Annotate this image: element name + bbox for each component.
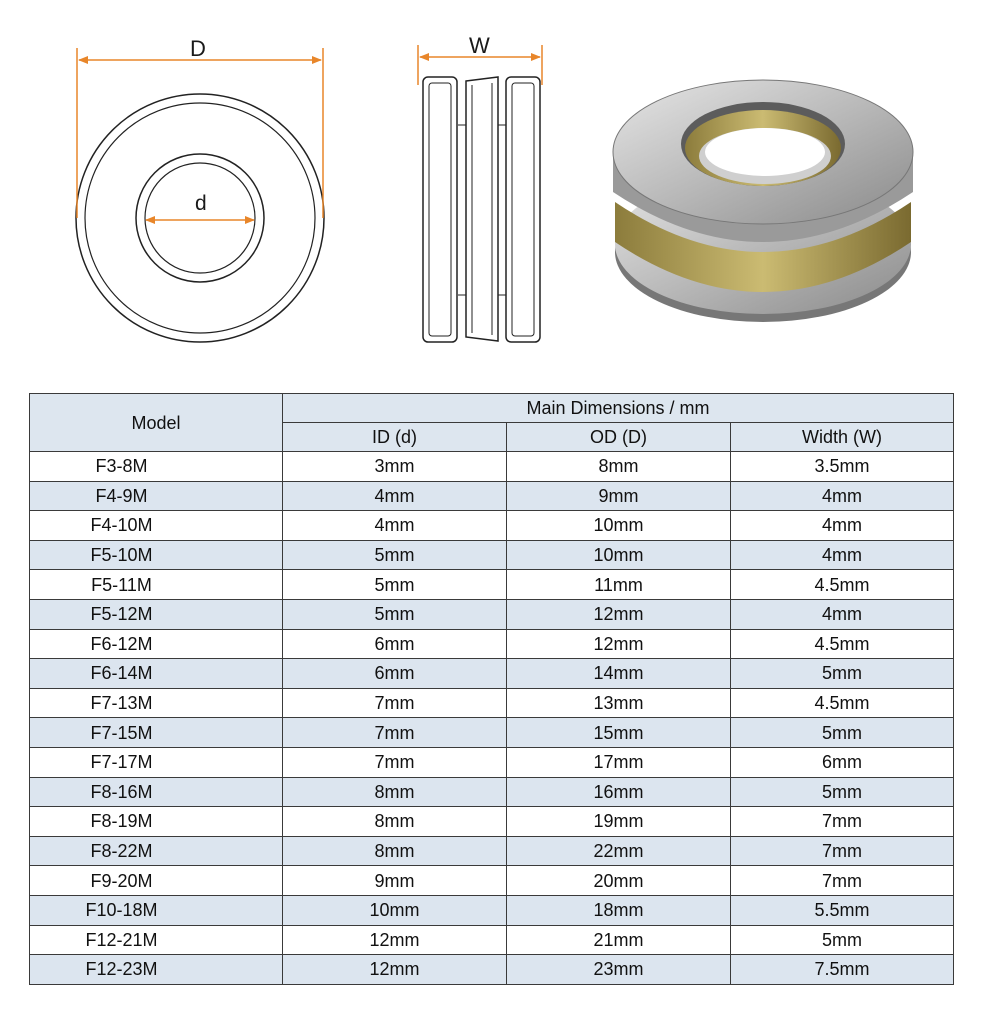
table-row bbox=[30, 540, 954, 570]
width-cell: 5mm bbox=[731, 925, 954, 955]
id-cell: 5mm bbox=[283, 570, 507, 600]
od-cell: 20mm bbox=[507, 866, 731, 896]
model-cell bbox=[30, 688, 283, 718]
model-cell bbox=[30, 540, 283, 570]
model-cell bbox=[30, 955, 283, 985]
model-cell bbox=[30, 895, 283, 925]
bearing-diagram bbox=[0, 0, 982, 380]
table-row bbox=[30, 777, 954, 807]
table-row bbox=[30, 629, 954, 659]
model-label: F4-9M bbox=[95, 485, 148, 506]
width-cell: 4mm bbox=[731, 540, 954, 570]
table-row bbox=[30, 570, 954, 600]
model-cell bbox=[30, 866, 283, 896]
od-cell: 8mm bbox=[507, 452, 731, 482]
model-cell bbox=[30, 836, 283, 866]
table-row bbox=[30, 599, 954, 629]
model-cell bbox=[30, 777, 283, 807]
width-cell: 7.5mm bbox=[731, 955, 954, 985]
outer-diameter-label: D bbox=[190, 36, 206, 61]
id-cell: 12mm bbox=[283, 955, 507, 985]
model-cell bbox=[30, 718, 283, 748]
model-cell bbox=[30, 629, 283, 659]
model-label: F3-8M bbox=[95, 456, 148, 477]
width-cell: 4.5mm bbox=[731, 629, 954, 659]
model-cell bbox=[30, 452, 283, 482]
model-label: F7-15M bbox=[90, 722, 153, 743]
id-cell: 9mm bbox=[283, 866, 507, 896]
width-cell: 5mm bbox=[731, 659, 954, 689]
model-cell bbox=[30, 925, 283, 955]
model-label: F12-21M bbox=[85, 929, 158, 950]
model-label: F12-23M bbox=[85, 959, 158, 980]
dimensions-table bbox=[29, 393, 954, 985]
model-label: F6-12M bbox=[90, 633, 153, 654]
model-label: F4-10M bbox=[90, 515, 153, 536]
od-cell: 21mm bbox=[507, 925, 731, 955]
table-row bbox=[30, 747, 954, 777]
od-cell: 9mm bbox=[507, 481, 731, 511]
model-cell bbox=[30, 659, 283, 689]
width-cell: 3.5mm bbox=[731, 452, 954, 482]
id-cell: 5mm bbox=[283, 540, 507, 570]
id-cell: 4mm bbox=[283, 511, 507, 541]
width-cell: 7mm bbox=[731, 807, 954, 837]
table-row bbox=[30, 955, 954, 985]
bearing-photo bbox=[605, 52, 920, 332]
width-cell: 4mm bbox=[731, 511, 954, 541]
od-cell: 13mm bbox=[507, 688, 731, 718]
table-row bbox=[30, 807, 954, 837]
table-row bbox=[30, 895, 954, 925]
od-cell: 18mm bbox=[507, 895, 731, 925]
main-dimensions-header: Main Dimensions / mm bbox=[283, 394, 954, 423]
table-row bbox=[30, 925, 954, 955]
id-cell: 4mm bbox=[283, 481, 507, 511]
od-cell: 10mm bbox=[507, 511, 731, 541]
id-cell: 8mm bbox=[283, 836, 507, 866]
id-cell: 6mm bbox=[283, 629, 507, 659]
od-cell: 19mm bbox=[507, 807, 731, 837]
od-cell: 22mm bbox=[507, 836, 731, 866]
width-cell: 4.5mm bbox=[731, 570, 954, 600]
id-cell: 10mm bbox=[283, 895, 507, 925]
id-cell: 7mm bbox=[283, 688, 507, 718]
model-cell bbox=[30, 481, 283, 511]
table-row bbox=[30, 659, 954, 689]
id-cell: 8mm bbox=[283, 777, 507, 807]
model-label: F9-20M bbox=[90, 870, 153, 891]
od-column-header: OD (D) bbox=[507, 423, 731, 452]
width-cell: 5mm bbox=[731, 777, 954, 807]
model-cell bbox=[30, 599, 283, 629]
model-cell bbox=[30, 747, 283, 777]
table-row bbox=[30, 511, 954, 541]
model-label: F7-17M bbox=[90, 752, 153, 773]
od-cell: 17mm bbox=[507, 747, 731, 777]
model-label: F10-18M bbox=[85, 900, 158, 921]
model-label: F8-16M bbox=[90, 781, 153, 802]
table-row bbox=[30, 452, 954, 482]
od-cell: 12mm bbox=[507, 599, 731, 629]
width-cell: 4.5mm bbox=[731, 688, 954, 718]
model-cell bbox=[30, 807, 283, 837]
table-header-row bbox=[30, 394, 954, 423]
model-cell bbox=[30, 511, 283, 541]
od-cell: 14mm bbox=[507, 659, 731, 689]
inner-diameter-label: d bbox=[195, 192, 207, 215]
table-row bbox=[30, 866, 954, 896]
id-cell: 6mm bbox=[283, 659, 507, 689]
side-view-drawing bbox=[410, 45, 550, 350]
od-cell: 23mm bbox=[507, 955, 731, 985]
model-label: F5-12M bbox=[90, 604, 153, 625]
width-label: W bbox=[469, 33, 490, 58]
table-row bbox=[30, 688, 954, 718]
model-label: F8-22M bbox=[90, 841, 153, 862]
model-label: F8-19M bbox=[90, 811, 153, 832]
id-cell: 7mm bbox=[283, 747, 507, 777]
table-row bbox=[30, 481, 954, 511]
od-cell: 12mm bbox=[507, 629, 731, 659]
width-cell: 7mm bbox=[731, 836, 954, 866]
width-cell: 7mm bbox=[731, 866, 954, 896]
width-column-header: Width (W) bbox=[731, 423, 954, 452]
od-cell: 16mm bbox=[507, 777, 731, 807]
id-cell: 3mm bbox=[283, 452, 507, 482]
id-cell: 8mm bbox=[283, 807, 507, 837]
model-label: F7-13M bbox=[90, 693, 153, 714]
table-row bbox=[30, 718, 954, 748]
id-column-header: ID (d) bbox=[283, 423, 507, 452]
od-cell: 11mm bbox=[507, 570, 731, 600]
od-cell: 10mm bbox=[507, 540, 731, 570]
model-header: Model bbox=[30, 394, 283, 452]
od-cell: 15mm bbox=[507, 718, 731, 748]
id-cell: 7mm bbox=[283, 718, 507, 748]
model-label: F6-14M bbox=[90, 663, 153, 684]
model-label: F5-11M bbox=[91, 574, 152, 595]
width-cell: 6mm bbox=[731, 747, 954, 777]
model-label: F5-10M bbox=[90, 545, 153, 566]
width-cell: 4mm bbox=[731, 481, 954, 511]
width-cell: 5mm bbox=[731, 718, 954, 748]
table-row bbox=[30, 836, 954, 866]
width-cell: 4mm bbox=[731, 599, 954, 629]
id-cell: 12mm bbox=[283, 925, 507, 955]
width-cell: 5.5mm bbox=[731, 895, 954, 925]
id-cell: 5mm bbox=[283, 599, 507, 629]
model-cell bbox=[30, 570, 283, 600]
